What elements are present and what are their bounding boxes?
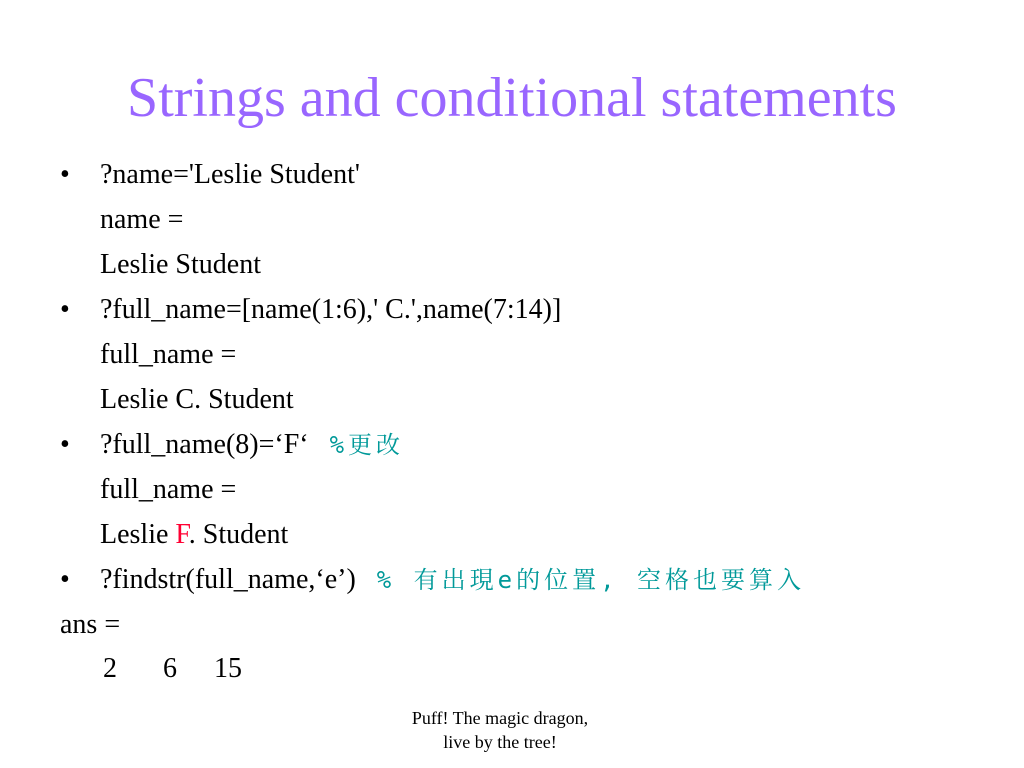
item4-comment: % 有出現e的位置, 空格也要算入 — [376, 566, 806, 594]
item4-line — [100, 563, 805, 597]
ans-value-3: 15 — [214, 653, 242, 684]
item3-output-highlight: F — [175, 519, 189, 550]
ans-value-1: 2 — [103, 653, 117, 684]
bullet-4: • — [60, 564, 70, 595]
item3-output-label: full_name = — [100, 474, 237, 505]
item1-command: ?name='Leslie Student' — [100, 159, 360, 190]
ans-label: ans = — [60, 609, 121, 640]
item3-output-prefix: Leslie — [100, 519, 176, 550]
bullet-1: • — [60, 159, 70, 190]
item3-output-suffix: . Student — [188, 519, 289, 550]
item2-command: ?full_name=[name(1:6),' C.',name(7:14)] — [100, 294, 562, 325]
item1-output-label: name = — [100, 204, 184, 235]
item4-command: ?findstr(full_name,‘e’) — [100, 564, 356, 595]
footer — [380, 706, 620, 754]
footer-line-1: Puff! The magic dragon, — [411, 708, 589, 728]
item2-output-label: full_name = — [100, 339, 237, 370]
bullet-3: • — [60, 429, 70, 460]
item3-output-value — [100, 518, 288, 552]
item3-comment: %更改 — [329, 431, 405, 459]
footer-line-2: live by the tree! — [443, 732, 557, 752]
slide-title: Strings and conditional statements — [127, 67, 897, 129]
ans-value-2: 6 — [163, 653, 177, 684]
item2-output-value: Leslie C. Student — [100, 384, 294, 415]
bullet-2: • — [60, 294, 70, 325]
item3-command: ?full_name(8)=‘F‘ — [100, 429, 309, 460]
item1-output-value: Leslie Student — [100, 249, 261, 280]
item3-line — [100, 428, 404, 462]
